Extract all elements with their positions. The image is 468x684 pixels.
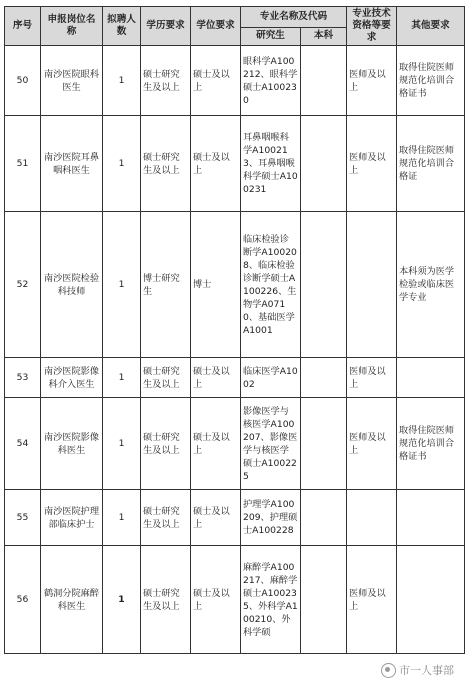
cell-qualification — [347, 490, 397, 546]
cell-qualification: 医师及以上 — [347, 398, 397, 490]
cell-other — [397, 358, 465, 398]
cell-degree: 硕士及以上 — [191, 490, 241, 546]
cell-other — [397, 490, 465, 546]
header-qualification: 专业技术资格等要求 — [347, 7, 397, 46]
cell-postgrad: 护理学A100209、护理硕士A100228 — [241, 490, 301, 546]
table-row — [5, 358, 465, 398]
cell-qualification — [347, 212, 397, 358]
cell-count: 1 — [103, 546, 141, 654]
cell-count: 1 — [103, 212, 141, 358]
cell-other: 取得住院医师规范化培训合格证书 — [397, 46, 465, 116]
cell-postgrad: 耳鼻咽喉科学A100213、耳鼻咽喉科学硕士A100231 — [241, 116, 301, 212]
cell-no: 53 — [5, 358, 41, 398]
cell-count: 1 — [103, 358, 141, 398]
table-row — [5, 46, 465, 116]
cell-qualification: 医师及以上 — [347, 116, 397, 212]
cell-other: 取得住院医师规范化培训合格证 — [397, 116, 465, 212]
header-other: 其他要求 — [397, 7, 465, 46]
header-no: 序号 — [5, 7, 41, 46]
cell-count: 1 — [103, 398, 141, 490]
header-postgrad: 研究生 — [241, 27, 301, 45]
cell-position: 南沙医院护理部临床护士 — [41, 490, 103, 546]
header-education: 学历要求 — [141, 7, 191, 46]
cell-degree: 博士 — [191, 212, 241, 358]
watermark — [381, 662, 454, 678]
cell-position: 南沙医院影像科介入医生 — [41, 358, 103, 398]
cell-education: 博士研究生 — [141, 212, 191, 358]
cell-education: 硕士研究生及以上 — [141, 546, 191, 654]
cell-position: 南沙医院检验科技师 — [41, 212, 103, 358]
cell-count: 1 — [103, 116, 141, 212]
cell-education: 硕士研究生及以上 — [141, 398, 191, 490]
cell-undergrad — [301, 46, 347, 116]
header-degree: 学位要求 — [191, 7, 241, 46]
table-row — [5, 398, 465, 490]
watermark-text: 市一人事部 — [399, 664, 454, 677]
header-position: 申报岗位名称 — [41, 7, 103, 46]
cell-count: 1 — [103, 46, 141, 116]
cell-degree: 硕士及以上 — [191, 46, 241, 116]
cell-no: 52 — [5, 212, 41, 358]
cell-no: 54 — [5, 398, 41, 490]
cell-postgrad: 眼科学A100212、眼科学硕士A100230 — [241, 46, 301, 116]
cell-other — [397, 546, 465, 654]
cell-undergrad — [301, 490, 347, 546]
table-row — [5, 546, 465, 654]
cell-qualification: 医师及以上 — [347, 546, 397, 654]
cell-degree: 硕士及以上 — [191, 398, 241, 490]
cell-other: 本科须为医学检验或临床医学专业 — [397, 212, 465, 358]
cell-postgrad: 麻醉学A100217、麻醉学硕士A100235、外科学A100210、外科学硕 — [241, 546, 301, 654]
table-row — [5, 490, 465, 546]
header-major-group: 专业名称及代码 — [241, 7, 347, 28]
header-count: 拟聘人数 — [103, 7, 141, 46]
cell-degree: 硕士及以上 — [191, 546, 241, 654]
cell-qualification: 医师及以上 — [347, 358, 397, 398]
cell-degree: 硕士及以上 — [191, 358, 241, 398]
cell-position: 南沙医院耳鼻咽科医生 — [41, 116, 103, 212]
cell-degree: 硕士及以上 — [191, 116, 241, 212]
cell-count: 1 — [103, 490, 141, 546]
cell-no: 50 — [5, 46, 41, 116]
cell-education: 硕士研究生及以上 — [141, 116, 191, 212]
table-row — [5, 116, 465, 212]
cell-education: 硕士研究生及以上 — [141, 358, 191, 398]
cell-qualification: 医师及以上 — [347, 46, 397, 116]
cell-postgrad: 临床检验诊断学A100208、临床检验诊断学硕士A100226、生物学A0710、基础医学A1001 — [241, 212, 301, 358]
cell-no: 51 — [5, 116, 41, 212]
wechat-icon — [381, 663, 396, 678]
cell-undergrad — [301, 358, 347, 398]
cell-postgrad: 影像医学与核医学A100207、影像医学与核医学硕士A100225 — [241, 398, 301, 490]
cell-undergrad — [301, 546, 347, 654]
cell-other: 取得住院医师规范化培训合格证书 — [397, 398, 465, 490]
cell-education: 硕士研究生及以上 — [141, 46, 191, 116]
cell-undergrad — [301, 398, 347, 490]
cell-undergrad — [301, 116, 347, 212]
cell-position: 南沙医院影像科医生 — [41, 398, 103, 490]
cell-postgrad: 临床医学A1002 — [241, 358, 301, 398]
cell-no: 55 — [5, 490, 41, 546]
table-row — [5, 212, 465, 358]
cell-no: 56 — [5, 546, 41, 654]
recruitment-table — [4, 6, 465, 654]
cell-education: 硕士研究生及以上 — [141, 490, 191, 546]
cell-position: 南沙医院眼科医生 — [41, 46, 103, 116]
cell-undergrad — [301, 212, 347, 358]
cell-position: 鹤洞分院麻醉科医生 — [41, 546, 103, 654]
header-undergrad: 本科 — [301, 27, 347, 45]
